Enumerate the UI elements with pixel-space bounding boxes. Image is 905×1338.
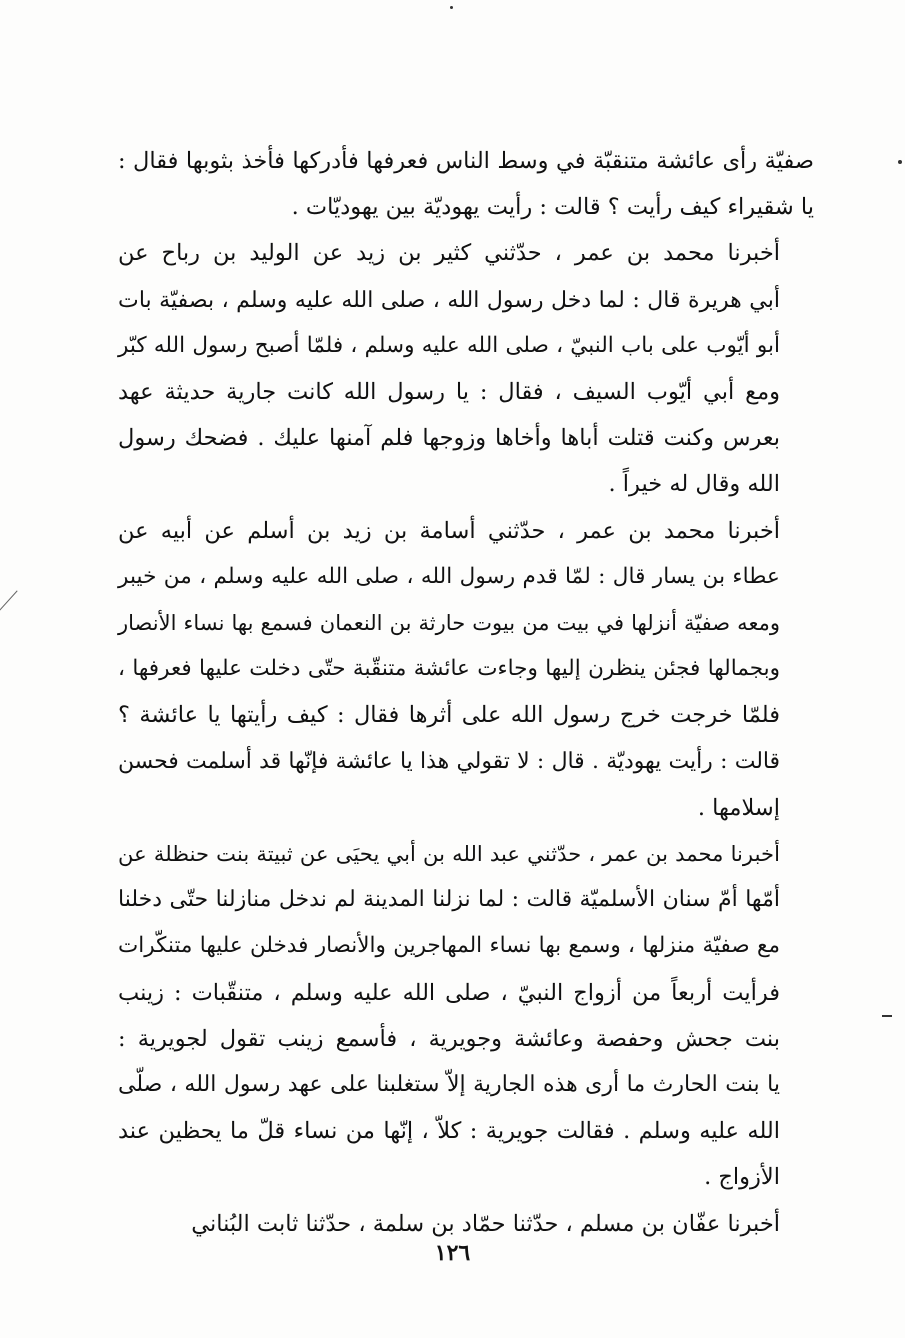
text-line: الله وقال له خيراً . xyxy=(608,471,780,498)
text-line: الله عليه وسلم . فقالت جويرية : كلاّ ، إنّها من نساء قلّ ما يحظين عند xyxy=(118,1118,780,1145)
text-line: أخبرنا عفّان بن مسلم ، حدّثنا حمّاد بن سلمة ، حدّثنا ثابت البُناني xyxy=(191,1210,780,1237)
text-line: قالت : رأيت يهوديّة . قال : لا تقولي هذا يا عائشة فإنّها قد أسلمت فحسن xyxy=(118,748,780,774)
text-line: الأزواج . xyxy=(704,1164,780,1191)
text-line: بعرس وكنت قتلت أباها وأخاها وزوجها فلم آمنها عليك . فضحك رسول xyxy=(118,425,780,452)
text-line: مع صفيّة منزلها ، وسمع بها نساء المهاجرين والأنصار فدخلن عليها متنكّرات xyxy=(118,933,780,959)
text-line: يا شقيراء كيف رأيت ؟ قالت : رأيت يهوديّة بين يهوديّات . xyxy=(291,194,814,221)
paragraph xyxy=(118,508,814,831)
scan-speck xyxy=(898,160,902,164)
text-line: عطاء بن يسار قال : لمّا قدم رسول الله ، صلى الله عليه وسلم ، من خيبر xyxy=(118,563,780,589)
text-line: أمّها أمّ سنان الأسلميّة قالت : لما نزلنا المدينة لم ندخل منازلنا حتّى دخلنا xyxy=(118,887,780,913)
text-line: ومع أبي أيّوب السيف ، فقال : يا رسول الله كانت جارية حديثة عهد xyxy=(118,379,780,406)
text-line: فلمّا خرجت خرج رسول الله على أثرها فقال : كيف رأيتها يا عائشة ؟ xyxy=(118,702,780,729)
scan-pencil-stroke xyxy=(0,590,18,619)
text-line: بنت جحش وحفصة وعائشة وجويرية ، فأسمع زينب تقول لجويرية : xyxy=(118,1025,780,1052)
text-line: أبو أيّوب على باب النبيّ ، صلى الله عليه وسلم ، فلمّا أصبح رسول الله كبّر xyxy=(118,332,780,358)
text-line: أخبرنا محمد بن عمر ، حدّثني أسامة بن زيد بن أسلم عن أبيه عن xyxy=(118,517,780,544)
text-line: صفيّة رأى عائشة متنقبّة في وسط الناس فعرفها فأدركها فأخذ بثوبها فقال : xyxy=(118,148,814,174)
text-line: فرأيت أربعاً من أزواج النبيّ ، صلى الله عليه وسلم ، متنقّبات : زينب xyxy=(118,979,780,1006)
text-line: يا بنت الحارث ما أرى هذه الجارية إلاّ ستغلبنا على عهد رسول الله ، صلّى xyxy=(118,1072,780,1098)
scan-dash xyxy=(882,1015,892,1017)
paragraph xyxy=(118,230,814,507)
body-text xyxy=(118,138,814,1247)
text-line: أبي هريرة قال : لما دخل رسول الله ، صلى الله عليه وسلم ، بصفيّة بات xyxy=(118,286,780,313)
paragraph xyxy=(118,831,814,1201)
text-line: أخبرنا محمد بن عمر ، حدّثني عبد الله بن أبي يحيَى عن ثبيتة بنت حنظلة عن xyxy=(118,841,780,867)
text-line: إسلامها . xyxy=(697,794,780,821)
scan-speck xyxy=(450,6,453,9)
page-number: ١٢٦ xyxy=(434,1240,471,1266)
text-line: أخبرنا محمد بن عمر ، حدّثني كثير بن زيد عن الوليد بن رباح عن xyxy=(118,240,780,267)
text-line: ومعه صفيّة أنزلها في بيت من بيوت حارثة بن النعمان فسمع بها نساء الأنصار xyxy=(118,610,780,636)
text-line: وبجمالها فجئن ينظرن إليها وجاءت عائشة متنقّبة حتّى دخلت عليها فعرفها ، xyxy=(118,656,780,682)
paragraph xyxy=(118,138,814,230)
